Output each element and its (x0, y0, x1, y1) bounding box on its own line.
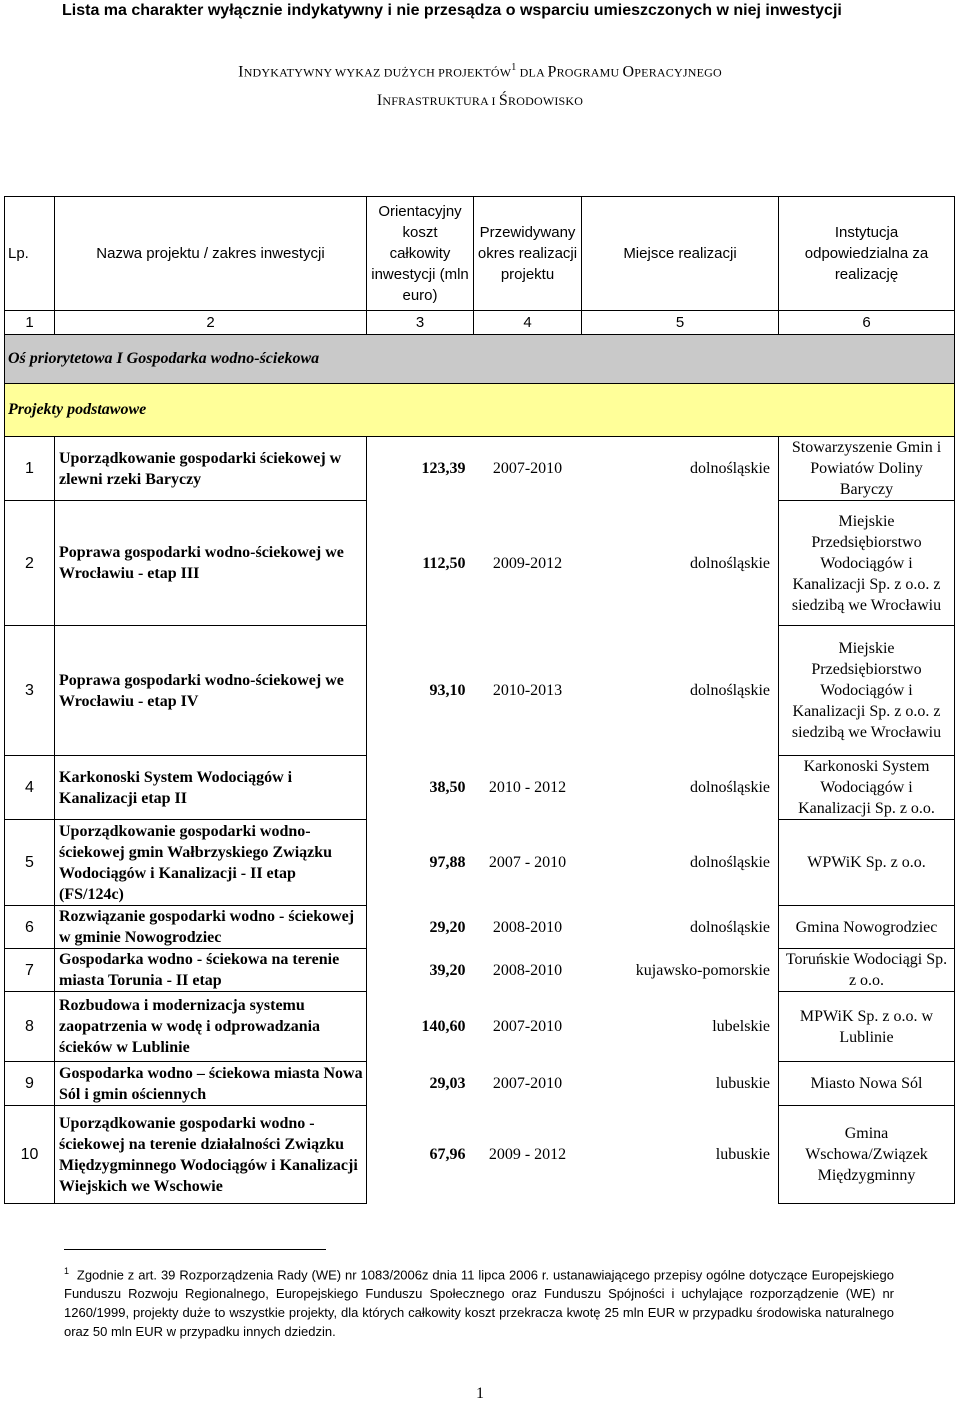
row-lp: 7 (5, 949, 55, 992)
row-cost: 93,10 (367, 626, 474, 756)
row-period: 2007-2010 (492, 1075, 563, 1092)
table-row (5, 906, 955, 949)
page-number: 1 (476, 1385, 484, 1402)
row-project-name: Poprawa gospodarki wodno-ściekowej we Wrocławiu - etap IV (55, 626, 367, 756)
row-place: dolnośląskie (582, 626, 779, 756)
row-lp: 10 (5, 1106, 55, 1204)
footnote-text: Zgodnie z art. 39 Rozporządzenia Rady (WE) nr 1083/2006z dnia 11 lipca 2006 r. ustanawiającego przepisy ogólne dotyczące Europejskiego Funduszu Rozwoju Regionalnego, Europejskiego Funduszu Społecznego oraz Funduszu Spójności i uchylające rozporządzenie (WE) nr 1260/1999, projekty duże to wszystkie projekty, dla których całkowity koszt przekracza kwotę 25 mln EUR w przypadku środowiska naturalnego oraz 50 mln EUR w przypadku innych dziedzin. (64, 1267, 894, 1340)
row-institution: Karkonoski System Wodociągów i Kanalizacji Sp. z o.o. (779, 756, 955, 820)
row-project-name: Gospodarka wodno - ściekowa na terenie miasta Torunia - II etap (55, 949, 367, 992)
row-place: kujawsko-pomorskie (582, 949, 779, 992)
disclaimer-note: Lista ma charakter wyłącznie indykatywny i nie przesądza o wsparciu umieszczonych w niej inwestycji (62, 2, 842, 19)
row-place: dolnośląskie (582, 437, 779, 501)
row-institution: Miejskie Przedsiębiorstwo Wodociągów i Kanalizacji Sp. z o.o. z siedzibą we Wrocławiu (779, 501, 955, 626)
header-name: Nazwa projektu / zakres inwestycji (55, 197, 367, 311)
table-row (5, 992, 955, 1062)
column-number: 5 (582, 311, 779, 335)
row-cost: 97,88 (367, 820, 474, 906)
column-number: 4 (474, 311, 582, 335)
table-row (5, 626, 955, 756)
row-lp: 3 (5, 626, 55, 756)
column-numbers-row (5, 311, 955, 335)
row-project-name: Gospodarka wodno – ściekowa miasta Nowa Sól i gmin ościennych (55, 1062, 367, 1106)
row-period: 2007-2010 (492, 1018, 563, 1035)
row-period: 2009-2012 (492, 554, 563, 572)
footnote-mark: 1 (64, 1266, 70, 1276)
table-row (5, 437, 955, 501)
row-period: 2008-2010 (492, 918, 563, 936)
row-period: 2007-2010 (492, 460, 563, 478)
row-cost: 38,50 (367, 756, 474, 820)
header-institution: Instytucja odpowiedzialna za realizację (779, 197, 955, 311)
header-place: Miejsce realizacji (582, 197, 779, 311)
row-project-name: Uporządkowanie gospodarki ściekowej w zlewni rzeki Baryczy (55, 437, 367, 501)
row-period: 2010-2013 (492, 682, 563, 699)
column-number: 3 (367, 311, 474, 335)
row-cost: 67,96 (367, 1106, 474, 1204)
row-period: 2008-2010 (492, 961, 563, 979)
column-number: 2 (55, 311, 367, 335)
table-row (5, 1106, 955, 1204)
row-institution: Stowarzyszenie Gmin i Powiatów Doliny Baryczy (779, 437, 955, 501)
row-lp: 5 (5, 820, 55, 906)
row-project-name: Rozwiązanie gospodarki wodno - ściekowej w gminie Nowogrodziec (55, 906, 367, 949)
row-lp: 6 (5, 906, 55, 949)
priority-axis-heading: Oś priorytetowa I Gospodarka wodno-ściekowa (5, 335, 955, 384)
row-cost: 29,20 (367, 906, 474, 949)
row-period: 2007 - 2010 (488, 854, 567, 871)
row-project-name: Uporządkowanie gospodarki wodno - ściekowej na terenie działalności Związku Międzygminnego Wodociągów i Kanalizacji Wiejskich we Wschowie (55, 1106, 367, 1204)
projects-table (4, 196, 955, 1204)
row-place: lubuskie (582, 1062, 779, 1106)
row-lp: 4 (5, 756, 55, 820)
table-row (5, 756, 955, 820)
footnote-separator (64, 1249, 326, 1250)
row-lp: 1 (5, 437, 55, 501)
row-institution: Miasto Nowa Sól (779, 1062, 955, 1106)
table-row (5, 501, 955, 626)
row-period: 2009 - 2012 (488, 1146, 567, 1163)
footnote (64, 1262, 894, 1341)
row-cost: 112,50 (367, 501, 474, 626)
subsection-heading: Projekty podstawowe (5, 384, 955, 437)
document-title-line-1: INDYKATYWNY WYKAZ DUŻYCH PROJEKTÓW$^1$ DLA PROGRAMU OPERACYJNEGO (238, 62, 722, 81)
row-cost: 39,20 (367, 949, 474, 992)
row-institution: Toruńskie Wodociągi Sp. z o.o. (779, 949, 955, 992)
row-place: dolnośląskie (582, 501, 779, 626)
row-lp: 8 (5, 992, 55, 1062)
row-place: lubuskie (582, 1106, 779, 1204)
row-institution: Miejskie Przedsiębiorstwo Wodociągów i Kanalizacji Sp. z o.o. z siedzibą we Wrocławiu (779, 626, 955, 756)
row-cost: 123,39 (367, 437, 474, 501)
row-project-name: Uporządkowanie gospodarki wodno-ściekowej gmin Wałbrzyskiego Związku Wodociągów i Kanalizacji - II etap (FS/124c) (55, 820, 367, 906)
row-lp: 9 (5, 1062, 55, 1106)
row-cost: 140,60 (367, 992, 474, 1062)
row-project-name: Karkonoski System Wodociągów i Kanalizacji etap II (55, 756, 367, 820)
row-institution: Gmina Nowogrodziec (779, 906, 955, 949)
row-place: lubelskie (582, 992, 779, 1062)
table-row (5, 949, 955, 992)
row-period: 2010 - 2012 (488, 779, 567, 796)
row-place: dolnośląskie (582, 820, 779, 906)
table-header-row (5, 197, 955, 311)
table-row (5, 820, 955, 906)
row-institution: Gmina Wschowa/Związek Międzygminny (779, 1106, 955, 1204)
footnote-ref: 1 (511, 62, 517, 73)
header-lp: Lp. (5, 197, 55, 311)
column-number: 1 (5, 311, 55, 335)
row-lp: 2 (5, 501, 55, 626)
header-cost: Orientacyjny koszt całkowity inwestycji (mln euro) (367, 197, 474, 311)
header-period: Przewidywany okres realizacji projektu (474, 197, 582, 311)
row-institution: WPWiK Sp. z o.o. (779, 820, 955, 906)
row-place: dolnośląskie (582, 756, 779, 820)
row-project-name: Poprawa gospodarki wodno-ściekowej we Wrocławiu - etap III (55, 501, 367, 626)
row-institution: MPWiK Sp. z o.o. w Lublinie (779, 992, 955, 1062)
table-row (5, 1062, 955, 1106)
document-title-line-2: INFRASTRUKTURA I ŚRODOWISKO (376, 92, 584, 109)
row-project-name: Rozbudowa i modernizacja systemu zaopatrzenia w wodę i odprowadzania ścieków w Lublinie (55, 992, 367, 1062)
row-place: dolnośląskie (582, 906, 779, 949)
row-cost: 29,03 (367, 1062, 474, 1106)
column-number: 6 (779, 311, 955, 335)
